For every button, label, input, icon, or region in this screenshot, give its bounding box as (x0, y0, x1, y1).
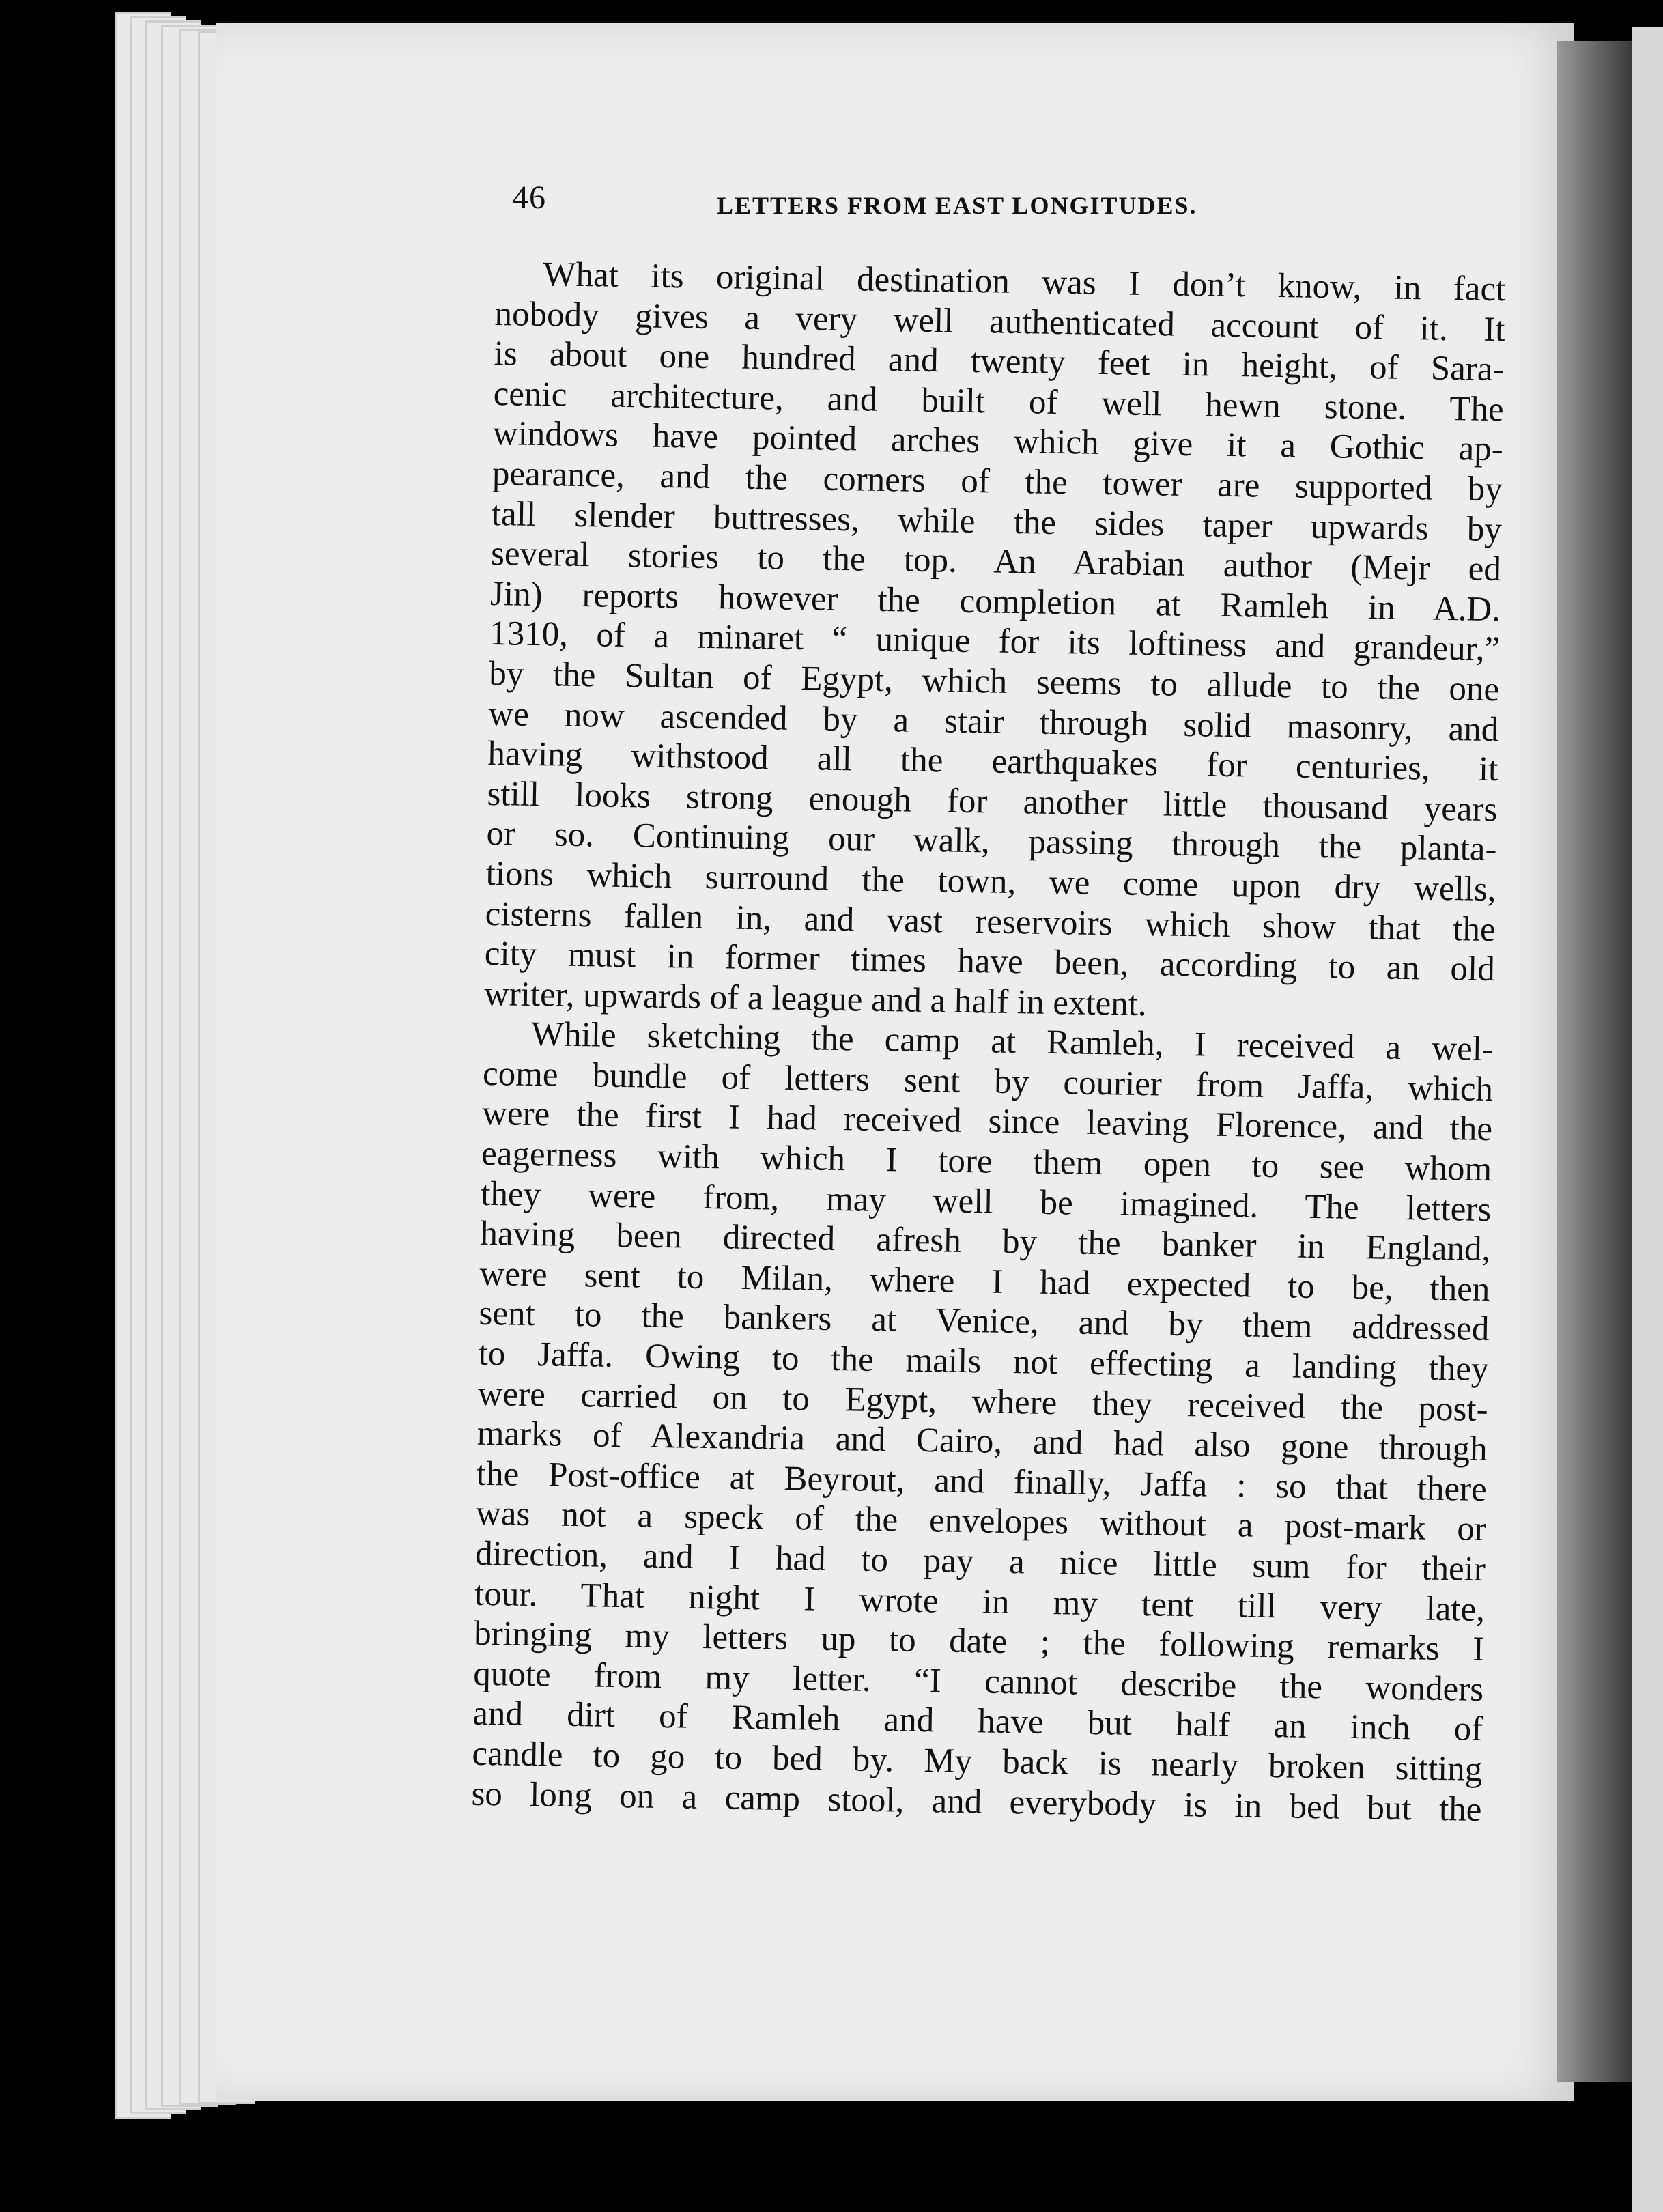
text-line: city must in former times have been, according to an old (484, 934, 1496, 989)
text-line: or so. Continuing our walk, passing through the planta- (486, 814, 1497, 869)
text-line: windows have pointed arches which give it a Gothic ap- (492, 414, 1504, 469)
text-line: by the Sultan of Egypt, which seems to allude to the one (488, 654, 1500, 709)
text-line: to Jaffa. Owing to the mails not effecting a landing they (478, 1334, 1489, 1389)
book-gutter (1557, 41, 1632, 2082)
text-line: pearance, and the corners of the tower are supported by (492, 454, 1503, 509)
text-line: and dirt of Ramleh and have but half an inch of (472, 1695, 1483, 1749)
text-line: were carried on to Egypt, where they received the post- (477, 1374, 1489, 1429)
text-line: nobody gives a very well authenticated account of it. It (494, 294, 1505, 349)
text-line: having been directed afresh by the banker in England, (480, 1215, 1491, 1269)
text-line: 1310, of a minaret “ unique for its loftiness and grandeur,” (489, 614, 1501, 669)
text-line: was not a speck of the envelopes without a post-mark or (475, 1494, 1487, 1549)
text-line: direction, and I had to pay a nice little sum for their (474, 1534, 1486, 1589)
text-line: While sketching the camp at Ramleh, I received a wel- (530, 1015, 1494, 1069)
text-line: cenic architecture, and built of well hewn stone. The (493, 374, 1505, 429)
text-line: come bundle of letters sent by courier from Jaffa, which (482, 1054, 1494, 1109)
text-line: they were from, may well be imagined. The letters (480, 1174, 1492, 1229)
text-line: the Post-office at Beyrout, and finally, Jaffa : so that there (476, 1454, 1488, 1509)
text-line: tall slender buttresses, while the sides taper upwards by (491, 494, 1503, 549)
facing-page-edge (1632, 27, 1663, 2212)
text-line: marks of Alexandria and Cairo, and had also gone through (477, 1415, 1488, 1469)
text-line: eagerness with which I tore them open to see whom (481, 1134, 1492, 1189)
paragraph (471, 1014, 1494, 1830)
text-line: Jin) reports however the completion at Ramleh in A.D. (489, 574, 1501, 629)
text-line: is about one hundred and twenty feet in height, of Sara- (494, 335, 1505, 389)
text-line: were sent to Milan, where I had expected to be, then (479, 1254, 1490, 1309)
text-line: candle to go to bed by. My back is nearly broken sitting (472, 1734, 1483, 1789)
text-line: writer, upwards of a league and a half in extent. (483, 974, 1148, 1023)
running-head (512, 179, 1516, 240)
body-text (471, 254, 1506, 1830)
text-line: so long on a camp stool, and everybody is in bed but the (471, 1774, 1482, 1829)
text-line: several stories to the top. An Arabian author (Mejr ed (490, 535, 1502, 589)
running-title: LETTERS FROM EAST LONGITUDES. (717, 192, 1197, 219)
text-line: cisterns fallen in, and vast reservoirs which show that the (485, 894, 1496, 949)
text-line: sent to the bankers at Venice, and by them addressed (479, 1294, 1490, 1349)
text-line: bringing my letters up to date ; the following remarks I (473, 1614, 1485, 1669)
text-line: tour. That night I wrote in my tent till very late, (474, 1574, 1486, 1629)
text-line: still looks strong enough for another little thousand years (487, 774, 1498, 829)
text-line: having withstood all the earthquakes for centuries, it (487, 735, 1498, 789)
paragraph (484, 254, 1506, 1030)
text-line: tions which surround the town, we come upon dry wells, (485, 854, 1496, 909)
text-line: What its original destination was I don’t know, in fact (543, 255, 1506, 309)
text-line: quote from my letter. “I cannot describe the wonders (472, 1654, 1484, 1709)
text-line: we now ascended by a stair through solid masonry, and (487, 694, 1499, 749)
page-number: 46 (512, 180, 546, 216)
text-line: were the first I had received since leaving Florence, and the (481, 1094, 1493, 1149)
